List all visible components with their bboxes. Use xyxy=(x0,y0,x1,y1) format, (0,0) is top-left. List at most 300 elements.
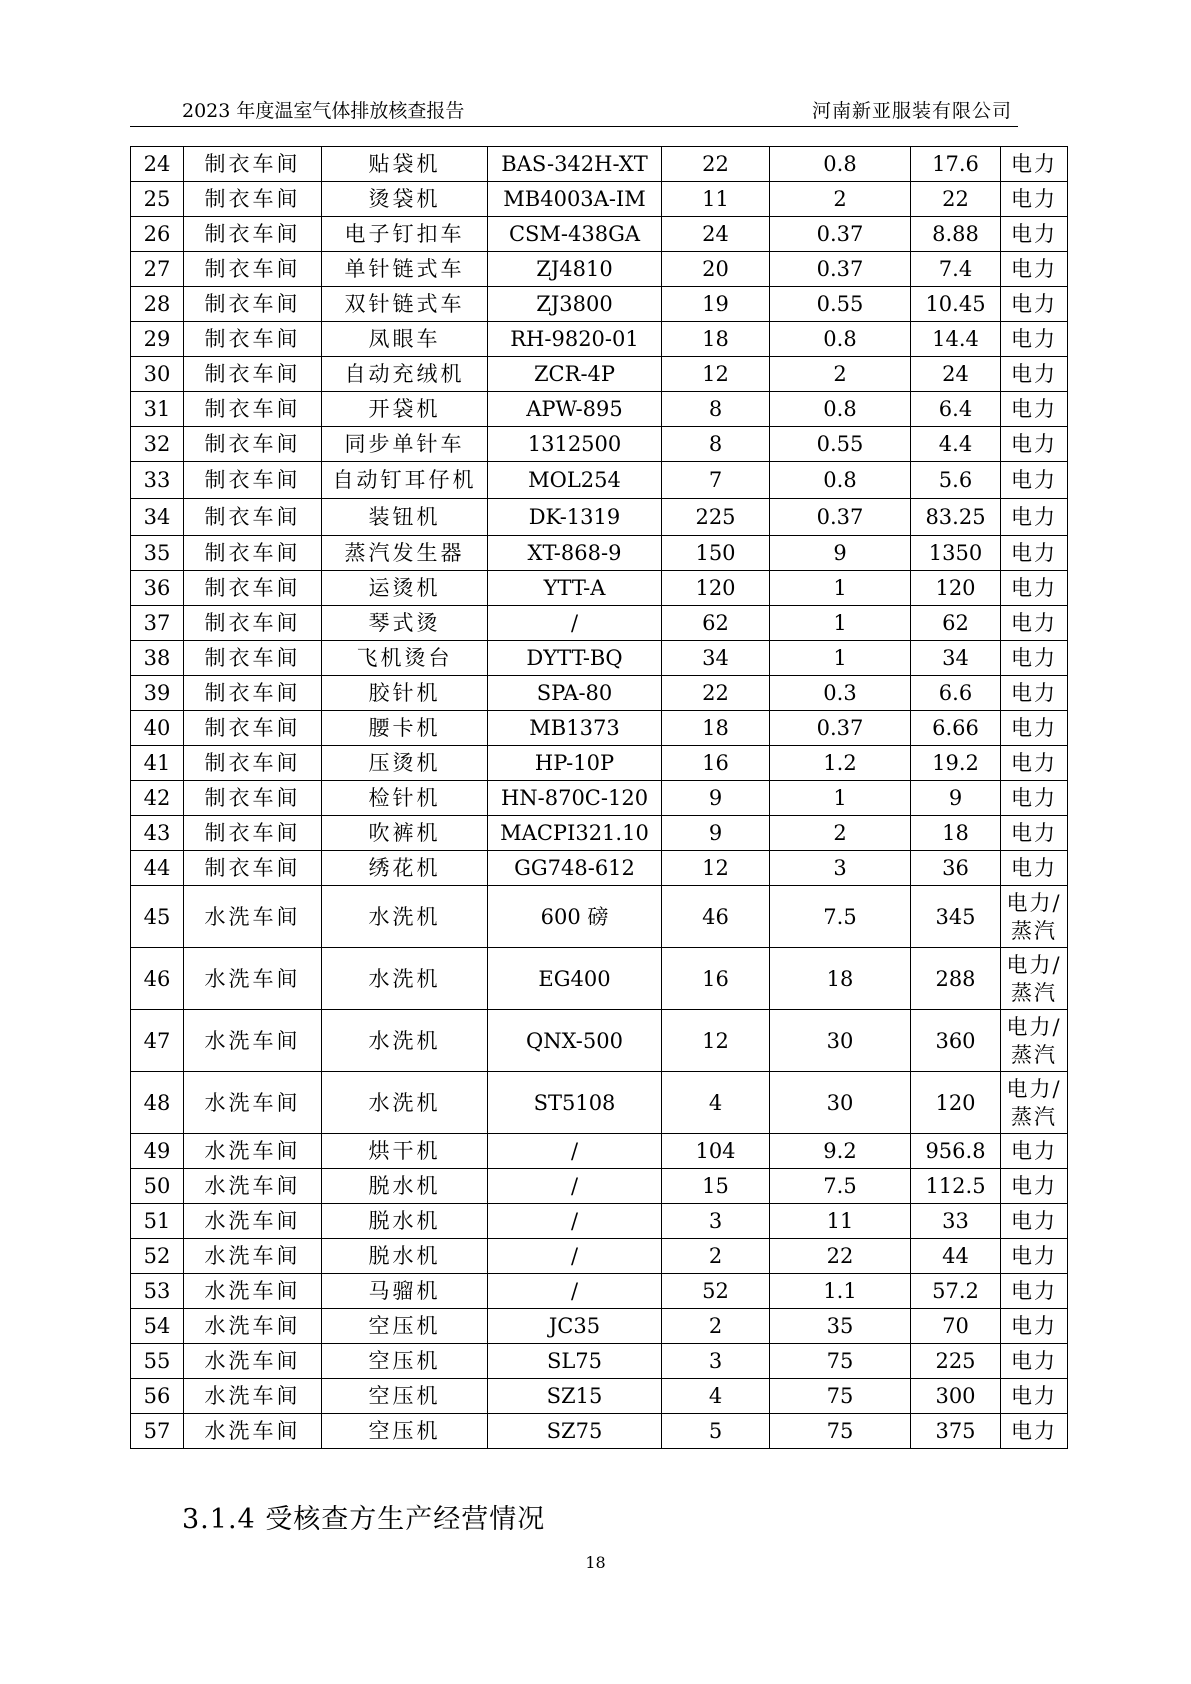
cell-quantity: 22 xyxy=(662,147,770,182)
cell-quantity: 19 xyxy=(662,287,770,322)
cell-no: 41 xyxy=(131,746,184,781)
cell-total: 8.88 xyxy=(911,217,1001,252)
cell-quantity: 18 xyxy=(662,711,770,746)
cell-no: 46 xyxy=(131,948,184,1010)
cell-total: 4.4 xyxy=(911,427,1001,462)
cell-total: 6.4 xyxy=(911,392,1001,427)
cell-power: 0.8 xyxy=(770,392,911,427)
cell-no: 38 xyxy=(131,641,184,676)
cell-model: MB4003A-IM xyxy=(488,182,662,217)
table-row xyxy=(131,816,1068,851)
cell-model: ZCR-4P xyxy=(488,357,662,392)
cell-workshop: 水洗车间 xyxy=(184,886,322,948)
cell-model: EG400 xyxy=(488,948,662,1010)
cell-model: / xyxy=(488,1239,662,1274)
table-row xyxy=(131,217,1068,252)
table-row xyxy=(131,711,1068,746)
table-row xyxy=(131,746,1068,781)
cell-model: BAS-342H-XT xyxy=(488,147,662,182)
cell-no: 44 xyxy=(131,851,184,886)
cell-equipment: 单针链式车 xyxy=(322,252,488,287)
cell-power: 2 xyxy=(770,816,911,851)
cell-energy: 电力 xyxy=(1001,499,1068,536)
cell-total: 6.6 xyxy=(911,676,1001,711)
cell-energy: 电力 xyxy=(1001,746,1068,781)
cell-model: MB1373 xyxy=(488,711,662,746)
table-row xyxy=(131,851,1068,886)
cell-no: 48 xyxy=(131,1072,184,1134)
cell-equipment: 烫袋机 xyxy=(322,182,488,217)
cell-energy: 电力 xyxy=(1001,606,1068,641)
cell-workshop: 制衣车间 xyxy=(184,147,322,182)
cell-workshop: 水洗车间 xyxy=(184,1204,322,1239)
cell-total: 288 xyxy=(911,948,1001,1010)
cell-power: 9 xyxy=(770,536,911,571)
cell-quantity: 46 xyxy=(662,886,770,948)
cell-total: 22 xyxy=(911,182,1001,217)
cell-quantity: 4 xyxy=(662,1379,770,1414)
cell-no: 39 xyxy=(131,676,184,711)
cell-quantity: 15 xyxy=(662,1169,770,1204)
cell-quantity: 52 xyxy=(662,1274,770,1309)
cell-total: 83.25 xyxy=(911,499,1001,536)
cell-energy: 电力/蒸汽 xyxy=(1001,886,1068,948)
cell-total: 300 xyxy=(911,1379,1001,1414)
cell-equipment: 开袋机 xyxy=(322,392,488,427)
cell-total: 10.45 xyxy=(911,287,1001,322)
cell-power: 0.8 xyxy=(770,462,911,499)
cell-energy: 电力 xyxy=(1001,781,1068,816)
cell-workshop: 水洗车间 xyxy=(184,1169,322,1204)
table-row xyxy=(131,571,1068,606)
table-row xyxy=(131,641,1068,676)
cell-equipment: 绣花机 xyxy=(322,851,488,886)
cell-model: / xyxy=(488,1169,662,1204)
page-header xyxy=(130,96,1018,127)
table-row xyxy=(131,676,1068,711)
cell-quantity: 9 xyxy=(662,781,770,816)
cell-power: 0.37 xyxy=(770,499,911,536)
cell-model: MOL254 xyxy=(488,462,662,499)
cell-power: 0.37 xyxy=(770,711,911,746)
cell-equipment: 同步单针车 xyxy=(322,427,488,462)
cell-equipment: 空压机 xyxy=(322,1414,488,1449)
cell-equipment: 蒸汽发生器 xyxy=(322,536,488,571)
cell-workshop: 水洗车间 xyxy=(184,1134,322,1169)
cell-workshop: 制衣车间 xyxy=(184,781,322,816)
cell-power: 0.55 xyxy=(770,287,911,322)
cell-total: 62 xyxy=(911,606,1001,641)
cell-no: 50 xyxy=(131,1169,184,1204)
table-row xyxy=(131,1239,1068,1274)
cell-quantity: 12 xyxy=(662,357,770,392)
table-row xyxy=(131,357,1068,392)
cell-model: ZJ4810 xyxy=(488,252,662,287)
cell-model: SZ15 xyxy=(488,1379,662,1414)
cell-equipment: 电子钉扣车 xyxy=(322,217,488,252)
cell-power: 0.8 xyxy=(770,322,911,357)
cell-total: 57.2 xyxy=(911,1274,1001,1309)
table-row xyxy=(131,252,1068,287)
cell-workshop: 水洗车间 xyxy=(184,1274,322,1309)
table-row xyxy=(131,606,1068,641)
cell-no: 55 xyxy=(131,1344,184,1379)
cell-model: GG748-612 xyxy=(488,851,662,886)
cell-total: 112.5 xyxy=(911,1169,1001,1204)
cell-total: 34 xyxy=(911,641,1001,676)
cell-total: 33 xyxy=(911,1204,1001,1239)
cell-no: 33 xyxy=(131,462,184,499)
cell-energy: 电力 xyxy=(1001,1379,1068,1414)
cell-energy: 电力 xyxy=(1001,182,1068,217)
cell-total: 375 xyxy=(911,1414,1001,1449)
cell-model: APW-895 xyxy=(488,392,662,427)
cell-equipment: 凤眼车 xyxy=(322,322,488,357)
table-row xyxy=(131,147,1068,182)
cell-power: 75 xyxy=(770,1344,911,1379)
cell-power: 7.5 xyxy=(770,886,911,948)
cell-no: 27 xyxy=(131,252,184,287)
cell-equipment: 检针机 xyxy=(322,781,488,816)
cell-no: 54 xyxy=(131,1309,184,1344)
cell-quantity: 8 xyxy=(662,427,770,462)
cell-workshop: 水洗车间 xyxy=(184,1379,322,1414)
cell-model: / xyxy=(488,1274,662,1309)
cell-workshop: 制衣车间 xyxy=(184,427,322,462)
cell-power: 9.2 xyxy=(770,1134,911,1169)
cell-workshop: 制衣车间 xyxy=(184,851,322,886)
cell-energy: 电力/蒸汽 xyxy=(1001,1010,1068,1072)
cell-equipment: 水洗机 xyxy=(322,886,488,948)
cell-no: 40 xyxy=(131,711,184,746)
cell-workshop: 制衣车间 xyxy=(184,357,322,392)
cell-quantity: 225 xyxy=(662,499,770,536)
cell-energy: 电力 xyxy=(1001,711,1068,746)
cell-workshop: 制衣车间 xyxy=(184,287,322,322)
cell-no: 34 xyxy=(131,499,184,536)
cell-quantity: 120 xyxy=(662,571,770,606)
cell-energy: 电力 xyxy=(1001,1204,1068,1239)
cell-quantity: 34 xyxy=(662,641,770,676)
cell-workshop: 制衣车间 xyxy=(184,746,322,781)
cell-equipment: 水洗机 xyxy=(322,1010,488,1072)
cell-quantity: 2 xyxy=(662,1239,770,1274)
cell-no: 25 xyxy=(131,182,184,217)
cell-total: 18 xyxy=(911,816,1001,851)
table-row xyxy=(131,536,1068,571)
company-name: 河南新亚服装有限公司 xyxy=(811,100,1012,122)
cell-quantity: 20 xyxy=(662,252,770,287)
cell-quantity: 16 xyxy=(662,746,770,781)
cell-no: 42 xyxy=(131,781,184,816)
cell-quantity: 18 xyxy=(662,322,770,357)
cell-no: 32 xyxy=(131,427,184,462)
cell-workshop: 制衣车间 xyxy=(184,462,322,499)
cell-quantity: 8 xyxy=(662,392,770,427)
cell-quantity: 4 xyxy=(662,1072,770,1134)
cell-workshop: 制衣车间 xyxy=(184,499,322,536)
cell-equipment: 空压机 xyxy=(322,1344,488,1379)
cell-power: 11 xyxy=(770,1204,911,1239)
cell-total: 5.6 xyxy=(911,462,1001,499)
cell-workshop: 制衣车间 xyxy=(184,676,322,711)
cell-power: 0.8 xyxy=(770,147,911,182)
cell-energy: 电力 xyxy=(1001,252,1068,287)
cell-total: 70 xyxy=(911,1309,1001,1344)
cell-no: 56 xyxy=(131,1379,184,1414)
cell-workshop: 制衣车间 xyxy=(184,392,322,427)
cell-no: 30 xyxy=(131,357,184,392)
cell-equipment: 琴式烫 xyxy=(322,606,488,641)
cell-power: 1 xyxy=(770,571,911,606)
cell-quantity: 3 xyxy=(662,1344,770,1379)
cell-power: 2 xyxy=(770,182,911,217)
cell-total: 6.66 xyxy=(911,711,1001,746)
cell-model: SZ75 xyxy=(488,1414,662,1449)
cell-no: 43 xyxy=(131,816,184,851)
cell-model: DK-1319 xyxy=(488,499,662,536)
cell-energy: 电力/蒸汽 xyxy=(1001,948,1068,1010)
cell-quantity: 12 xyxy=(662,1010,770,1072)
cell-energy: 电力 xyxy=(1001,427,1068,462)
cell-total: 345 xyxy=(911,886,1001,948)
cell-workshop: 制衣车间 xyxy=(184,536,322,571)
cell-equipment: 飞机烫台 xyxy=(322,641,488,676)
cell-energy: 电力/蒸汽 xyxy=(1001,1072,1068,1134)
cell-power: 22 xyxy=(770,1239,911,1274)
cell-model: ST5108 xyxy=(488,1072,662,1134)
cell-workshop: 水洗车间 xyxy=(184,1072,322,1134)
page-number: 18 xyxy=(585,1553,606,1572)
cell-equipment: 水洗机 xyxy=(322,1072,488,1134)
cell-quantity: 12 xyxy=(662,851,770,886)
table-row xyxy=(131,948,1068,1010)
cell-power: 1.1 xyxy=(770,1274,911,1309)
cell-equipment: 马骝机 xyxy=(322,1274,488,1309)
cell-no: 29 xyxy=(131,322,184,357)
cell-no: 47 xyxy=(131,1010,184,1072)
table-row xyxy=(131,1134,1068,1169)
cell-no: 24 xyxy=(131,147,184,182)
cell-total: 225 xyxy=(911,1344,1001,1379)
cell-power: 1 xyxy=(770,781,911,816)
cell-quantity: 62 xyxy=(662,606,770,641)
cell-energy: 电力 xyxy=(1001,357,1068,392)
cell-equipment: 脱水机 xyxy=(322,1239,488,1274)
cell-power: 1 xyxy=(770,606,911,641)
cell-power: 0.37 xyxy=(770,217,911,252)
table-row xyxy=(131,886,1068,948)
cell-model: JC35 xyxy=(488,1309,662,1344)
cell-model: ZJ3800 xyxy=(488,287,662,322)
cell-total: 360 xyxy=(911,1010,1001,1072)
cell-energy: 电力 xyxy=(1001,816,1068,851)
cell-energy: 电力 xyxy=(1001,1239,1068,1274)
cell-quantity: 24 xyxy=(662,217,770,252)
cell-energy: 电力 xyxy=(1001,147,1068,182)
cell-equipment: 自动充绒机 xyxy=(322,357,488,392)
cell-equipment: 烘干机 xyxy=(322,1134,488,1169)
cell-total: 120 xyxy=(911,1072,1001,1134)
cell-energy: 电力 xyxy=(1001,536,1068,571)
cell-equipment: 双针链式车 xyxy=(322,287,488,322)
cell-total: 17.6 xyxy=(911,147,1001,182)
cell-quantity: 5 xyxy=(662,1414,770,1449)
cell-equipment: 空压机 xyxy=(322,1309,488,1344)
cell-energy: 电力 xyxy=(1001,392,1068,427)
table-row xyxy=(131,1309,1068,1344)
cell-no: 51 xyxy=(131,1204,184,1239)
cell-energy: 电力 xyxy=(1001,1309,1068,1344)
cell-workshop: 制衣车间 xyxy=(184,816,322,851)
cell-no: 31 xyxy=(131,392,184,427)
cell-energy: 电力 xyxy=(1001,322,1068,357)
cell-total: 120 xyxy=(911,571,1001,606)
table-row xyxy=(131,1414,1068,1449)
cell-no: 53 xyxy=(131,1274,184,1309)
cell-power: 7.5 xyxy=(770,1169,911,1204)
report-title: 2023 年度温室气体排放核查报告 xyxy=(182,100,465,122)
cell-energy: 电力 xyxy=(1001,851,1068,886)
cell-total: 9 xyxy=(911,781,1001,816)
cell-power: 1.2 xyxy=(770,746,911,781)
cell-total: 24 xyxy=(911,357,1001,392)
cell-model: SL75 xyxy=(488,1344,662,1379)
table-row xyxy=(131,322,1068,357)
cell-model: QNX-500 xyxy=(488,1010,662,1072)
cell-energy: 电力 xyxy=(1001,1134,1068,1169)
cell-total: 44 xyxy=(911,1239,1001,1274)
cell-equipment: 运烫机 xyxy=(322,571,488,606)
table-row xyxy=(131,781,1068,816)
cell-model: / xyxy=(488,1204,662,1239)
cell-energy: 电力 xyxy=(1001,1344,1068,1379)
cell-equipment: 空压机 xyxy=(322,1379,488,1414)
cell-model: SPA-80 xyxy=(488,676,662,711)
cell-quantity: 22 xyxy=(662,676,770,711)
cell-equipment: 自动钉耳仔机 xyxy=(322,462,488,499)
cell-energy: 电力 xyxy=(1001,1274,1068,1309)
cell-no: 35 xyxy=(131,536,184,571)
cell-model: HN-870C-120 xyxy=(488,781,662,816)
cell-power: 3 xyxy=(770,851,911,886)
cell-model: / xyxy=(488,606,662,641)
section-heading: 3.1.4 受核查方生产经营情况 xyxy=(182,1504,546,1535)
cell-quantity: 11 xyxy=(662,182,770,217)
cell-power: 0.3 xyxy=(770,676,911,711)
table-row xyxy=(131,1274,1068,1309)
cell-model: / xyxy=(488,1134,662,1169)
table-row xyxy=(131,427,1068,462)
cell-equipment: 胶针机 xyxy=(322,676,488,711)
cell-total: 7.4 xyxy=(911,252,1001,287)
cell-power: 30 xyxy=(770,1072,911,1134)
cell-equipment: 贴袋机 xyxy=(322,147,488,182)
cell-power: 30 xyxy=(770,1010,911,1072)
cell-model: MACPI321.10 xyxy=(488,816,662,851)
cell-workshop: 制衣车间 xyxy=(184,217,322,252)
cell-total: 14.4 xyxy=(911,322,1001,357)
cell-total: 19.2 xyxy=(911,746,1001,781)
cell-workshop: 制衣车间 xyxy=(184,571,322,606)
cell-power: 1 xyxy=(770,641,911,676)
cell-equipment: 压烫机 xyxy=(322,746,488,781)
cell-power: 2 xyxy=(770,357,911,392)
cell-power: 75 xyxy=(770,1414,911,1449)
table-row xyxy=(131,499,1068,536)
cell-no: 49 xyxy=(131,1134,184,1169)
table-row xyxy=(131,1072,1068,1134)
equipment-table xyxy=(130,146,1068,1449)
cell-model: 1312500 xyxy=(488,427,662,462)
cell-equipment: 装钮机 xyxy=(322,499,488,536)
cell-model: 600 磅 xyxy=(488,886,662,948)
cell-quantity: 9 xyxy=(662,816,770,851)
cell-total: 1350 xyxy=(911,536,1001,571)
cell-quantity: 7 xyxy=(662,462,770,499)
table-row xyxy=(131,287,1068,322)
cell-power: 0.37 xyxy=(770,252,911,287)
cell-workshop: 水洗车间 xyxy=(184,1010,322,1072)
cell-energy: 电力 xyxy=(1001,217,1068,252)
cell-model: DYTT-BQ xyxy=(488,641,662,676)
cell-energy: 电力 xyxy=(1001,287,1068,322)
cell-workshop: 水洗车间 xyxy=(184,1309,322,1344)
table-row xyxy=(131,182,1068,217)
cell-workshop: 制衣车间 xyxy=(184,641,322,676)
cell-power: 35 xyxy=(770,1309,911,1344)
cell-no: 36 xyxy=(131,571,184,606)
cell-workshop: 水洗车间 xyxy=(184,1344,322,1379)
cell-equipment: 脱水机 xyxy=(322,1169,488,1204)
cell-no: 26 xyxy=(131,217,184,252)
table-row xyxy=(131,1344,1068,1379)
cell-equipment: 脱水机 xyxy=(322,1204,488,1239)
cell-energy: 电力 xyxy=(1001,462,1068,499)
cell-workshop: 制衣车间 xyxy=(184,606,322,641)
cell-power: 75 xyxy=(770,1379,911,1414)
cell-model: XT-868-9 xyxy=(488,536,662,571)
table-body xyxy=(131,147,1068,1449)
cell-no: 57 xyxy=(131,1414,184,1449)
cell-equipment: 腰卡机 xyxy=(322,711,488,746)
cell-energy: 电力 xyxy=(1001,676,1068,711)
cell-model: HP-10P xyxy=(488,746,662,781)
cell-model: YTT-A xyxy=(488,571,662,606)
table-row xyxy=(131,1169,1068,1204)
cell-workshop: 制衣车间 xyxy=(184,322,322,357)
cell-quantity: 104 xyxy=(662,1134,770,1169)
table-row xyxy=(131,462,1068,499)
cell-energy: 电力 xyxy=(1001,1414,1068,1449)
cell-workshop: 水洗车间 xyxy=(184,1239,322,1274)
cell-workshop: 制衣车间 xyxy=(184,711,322,746)
cell-workshop: 制衣车间 xyxy=(184,182,322,217)
cell-no: 45 xyxy=(131,886,184,948)
cell-power: 18 xyxy=(770,948,911,1010)
cell-no: 37 xyxy=(131,606,184,641)
cell-quantity: 150 xyxy=(662,536,770,571)
cell-model: RH-9820-01 xyxy=(488,322,662,357)
cell-workshop: 水洗车间 xyxy=(184,948,322,1010)
cell-energy: 电力 xyxy=(1001,641,1068,676)
cell-model: CSM-438GA xyxy=(488,217,662,252)
cell-workshop: 制衣车间 xyxy=(184,252,322,287)
cell-total: 956.8 xyxy=(911,1134,1001,1169)
cell-energy: 电力 xyxy=(1001,571,1068,606)
table-row xyxy=(131,1379,1068,1414)
cell-quantity: 16 xyxy=(662,948,770,1010)
